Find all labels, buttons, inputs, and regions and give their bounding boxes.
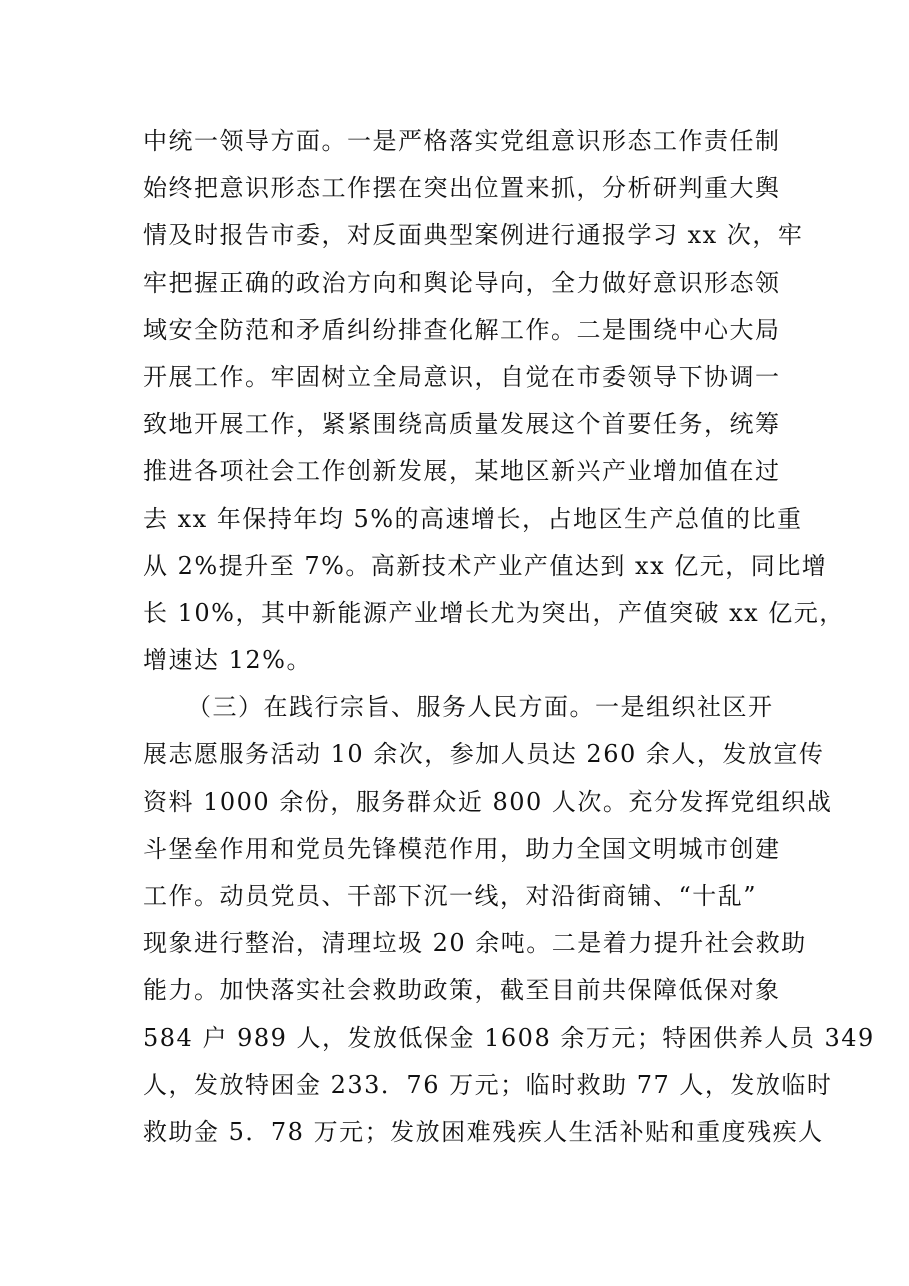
text-line: 域安全防范和矛盾纠纷排查化解工作。二是围绕中心大局 [143, 315, 781, 344]
text-line: 现象进行整治，清理垃圾 20 余吨。二是着力提升社会救助 [143, 929, 807, 958]
text-line: 长 10%，其中新能源产业增长尤为突出，产值突破 xx 亿元， [143, 598, 845, 627]
body-text [143, 118, 875, 1156]
text-line: 牢把握正确的政治方向和舆论导向，全力做好意识形态领 [143, 268, 781, 297]
text-line: 中统一领导方面。一是严格落实党组意识形态工作责任制 [143, 127, 781, 155]
section-heading-line: （三）在践行宗旨、服务人民方面。一是组织社区开 [187, 693, 774, 722]
text-line: 情及时报告市委，对反面典型案例进行通报学习 xx 次，牢 [143, 221, 804, 250]
text-line: 救助金 5．78 万元；发放困难残疾人生活补贴和重度残疾人 [143, 1117, 824, 1146]
text-line: 从 2%提升至 7%。高新技术产业产值达到 xx 亿元，同比增 [143, 551, 828, 580]
text-line: 始终把意识形态工作摆在突出位置来抓，分析研判重大舆 [143, 174, 781, 203]
text-line: 584 户 989 人，发放低保金 1608 余万元；特困供养人员 349 [143, 1023, 875, 1052]
text-line: 增速达 12%。 [143, 646, 312, 675]
text-line: 开展工作。牢固树立全局意识，自觉在市委领导下协调一 [143, 362, 781, 391]
text-line: 展志愿服务活动 10 余次，参加人员达 260 余人，发放宣传 [143, 740, 825, 769]
text-line: 资料 1000 余份，服务群众近 800 人次。充分发挥党组织战 [143, 787, 833, 816]
text-line: 斗堡垒作用和党员先锋模范作用，助力全国文明城市创建 [143, 834, 781, 863]
text-line: 能力。加快落实社会救助政策，截至目前共保障低保对象 [143, 976, 781, 1005]
text-line: 去 xx 年保持年均 5%的高速增长，占地区生产总值的比重 [143, 504, 803, 533]
text-line: 工作。动员党员、干部下沉一线，对沿街商铺、“十乱” [143, 882, 758, 910]
text-line: 人，发放特困金 233．76 万元；临时救助 77 人，发放临时 [143, 1070, 833, 1099]
text-line: 致地开展工作，紧紧围绕高质量发展这个首要任务，统筹 [143, 410, 781, 439]
text-line: 推进各项社会工作创新发展，某地区新兴产业增加值在过 [143, 457, 781, 486]
